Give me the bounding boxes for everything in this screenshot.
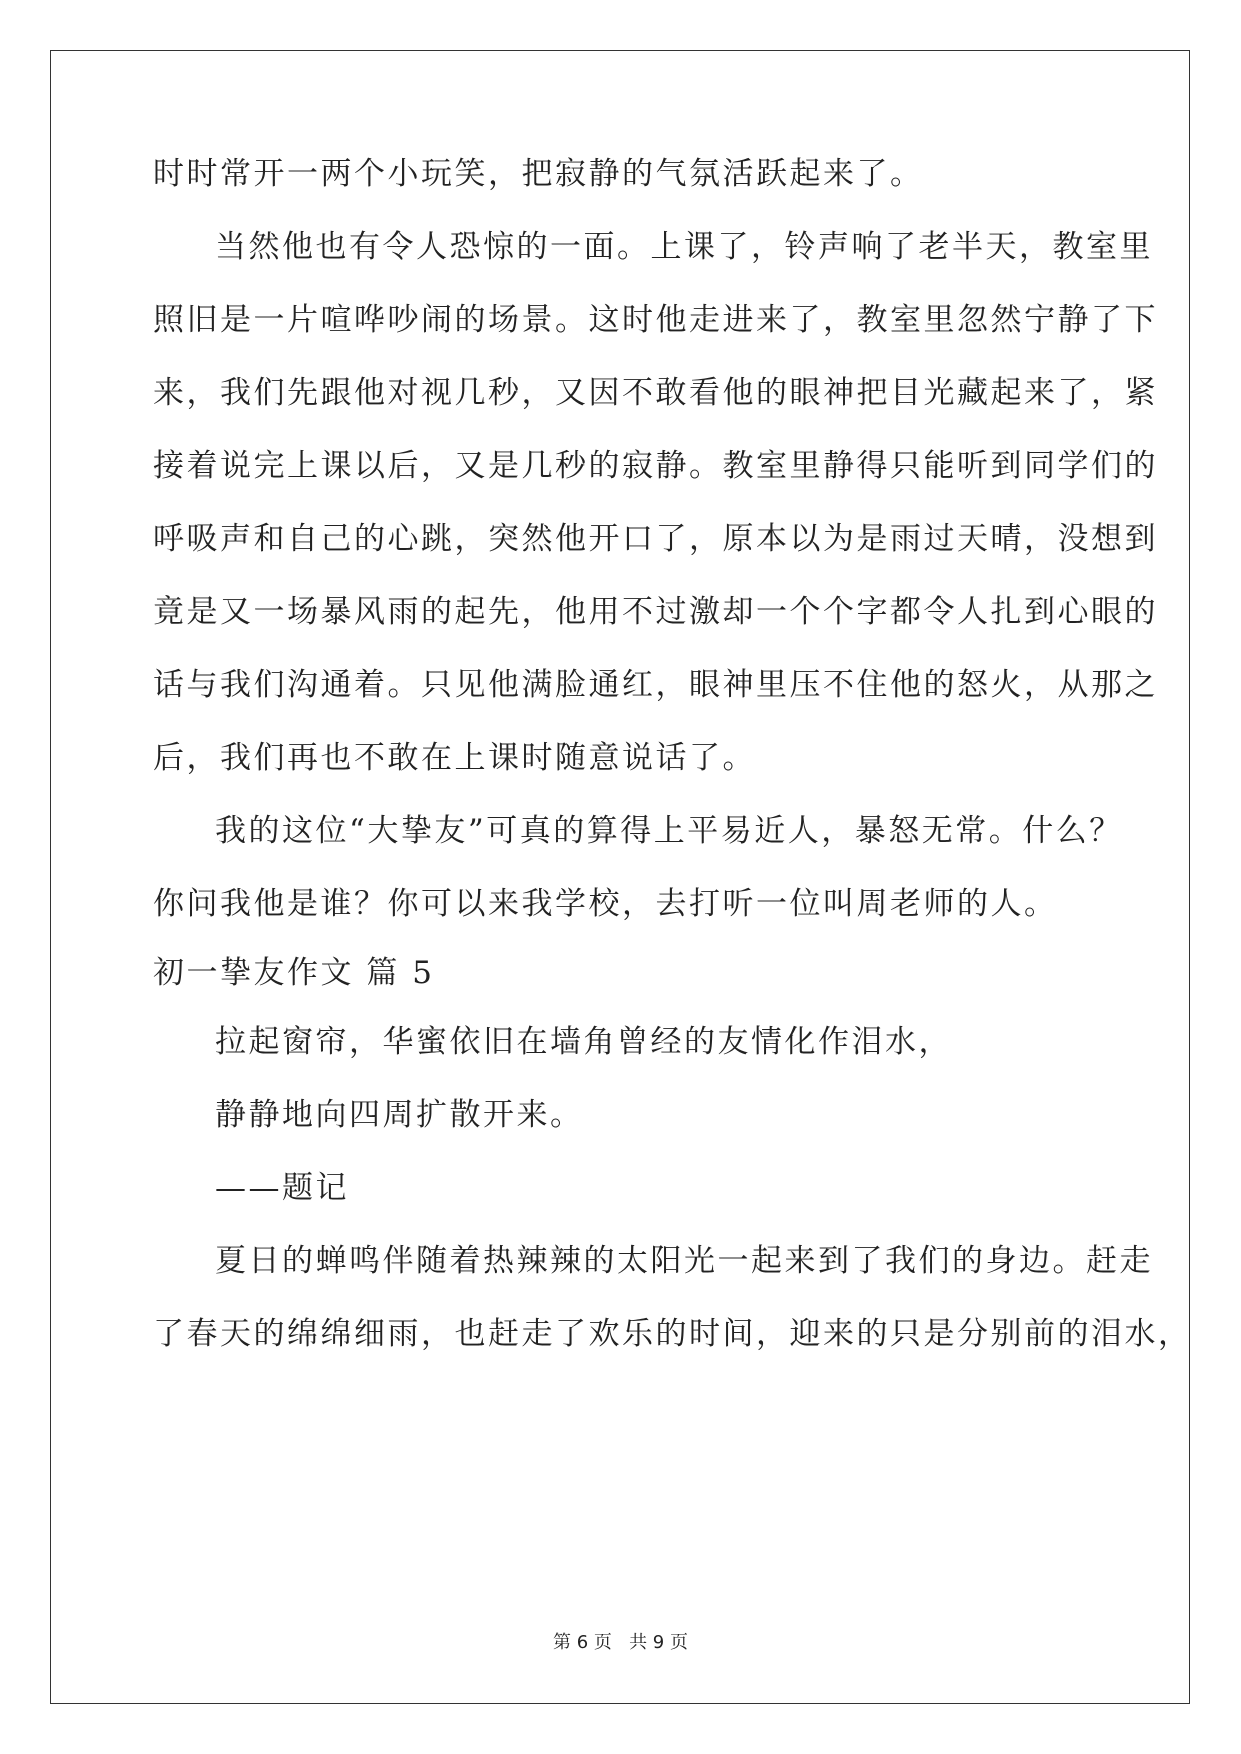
epigraph-attribution: ——题记: [215, 1170, 349, 1206]
paragraph-first-line: 当然他也有令人恐惊的一面。上课了，铃声响了老半天，教室里: [215, 229, 1153, 265]
poem-line: 拉起窗帘，华蜜依旧在墙角曾经的友情化作泪水，: [215, 1024, 952, 1060]
page-number: 第 6 页 共 9 页: [553, 1632, 688, 1653]
text-line: 呼吸声和自己的心跳，突然他开口了，原本以为是雨过天晴，没想到: [153, 521, 1158, 557]
paragraph-first-line: 我的这位“大挚友”可真的算得上平易近人，暴怒无常。什么？: [215, 813, 1123, 849]
paragraph-first-line: 夏日的蝉鸣伴随着热辣辣的太阳光一起来到了我们的身边。赶走: [215, 1243, 1153, 1279]
text-line: 了春天的绵绵细雨，也赶走了欢乐的时间，迎来的只是分别前的泪水，: [153, 1316, 1192, 1352]
section-heading: 初一挚友作文 篇 5: [153, 955, 435, 991]
text-line: 竟是又一场暴风雨的起先，他用不过激却一个个字都令人扎到心眼的: [153, 594, 1158, 630]
text-line: 话与我们沟通着。只见他满脸通红，眼神里压不住他的怒火，从那之: [153, 667, 1158, 703]
text-line: 时时常开一两个小玩笑，把寂静的气氛活跃起来了。: [153, 156, 924, 192]
page-border: [50, 50, 1190, 1704]
page-footer: [0, 1632, 1241, 1654]
text-line: 接着说完上课以后，又是几秒的寂静。教室里静得只能听到同学们的: [153, 448, 1158, 484]
text-line: 你问我他是谁？你可以来我学校，去打听一位叫周老师的人。: [153, 886, 1058, 922]
text-line: 照旧是一片喧哗吵闹的场景。这时他走进来了，教室里忽然宁静了下: [153, 302, 1158, 338]
poem-line: 静静地向四周扩散开来。: [215, 1097, 584, 1133]
text-line: 来，我们先跟他对视几秒，又因不敢看他的眼神把目光藏起来了，紧: [153, 375, 1158, 411]
text-line: 后，我们再也不敢在上课时随意说话了。: [153, 740, 756, 776]
